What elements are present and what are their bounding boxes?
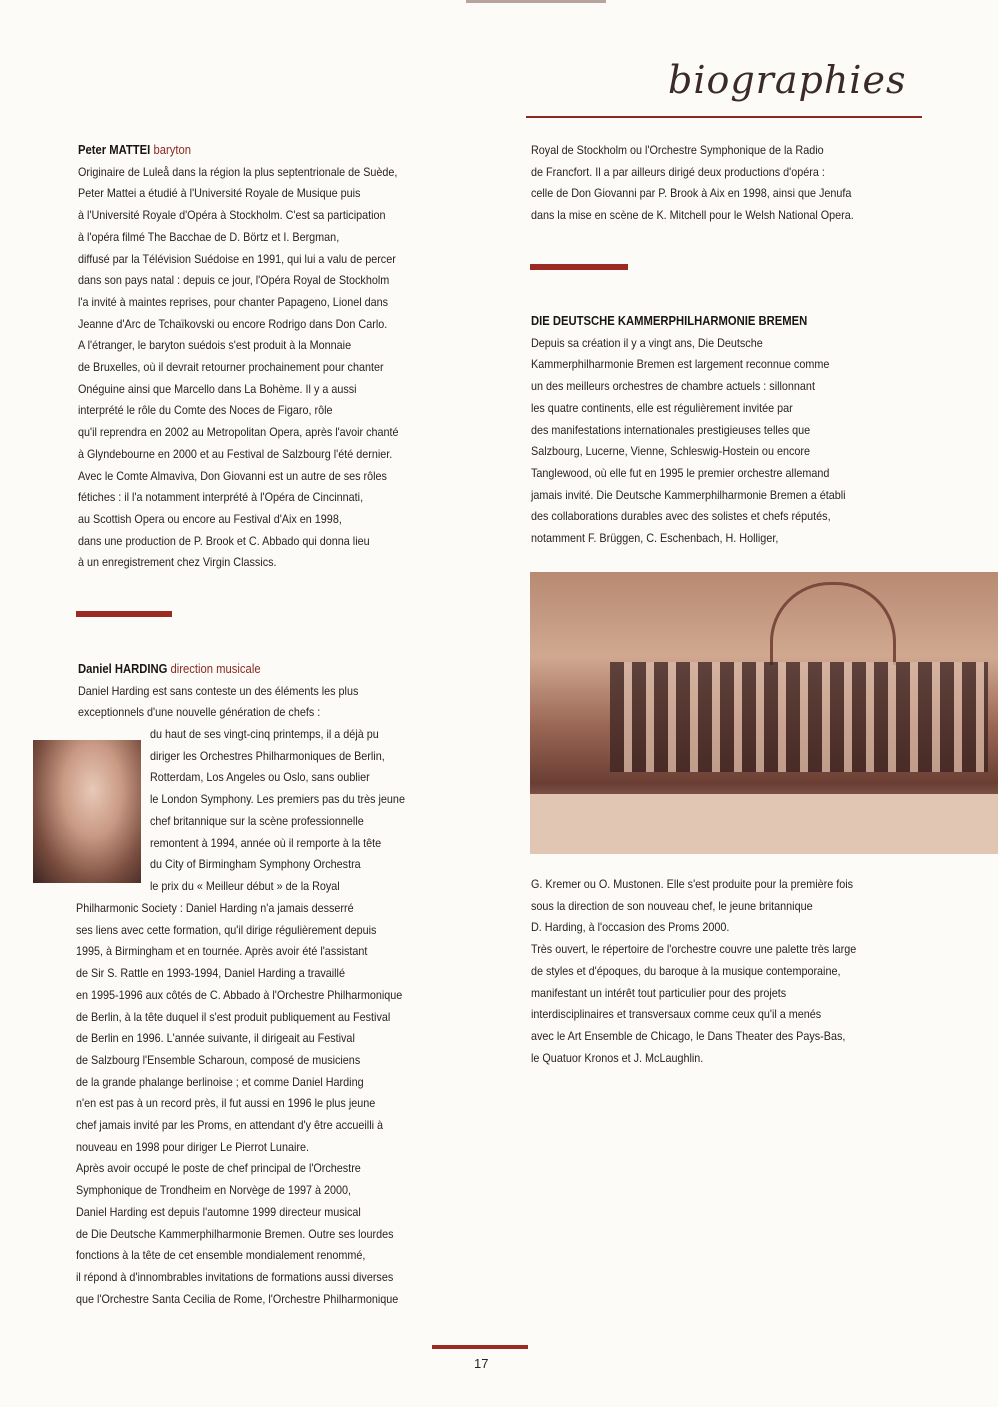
text-line: 1995, à Birmingham et en tournée. Après avoir été l'assistant xyxy=(76,944,368,959)
text-line: Avec le Comte Almaviva, Don Giovanni est un autre de ses rôles xyxy=(78,468,387,483)
text-line: celle de Don Giovanni par P. Brook à Aix en 1998, ainsi que Jenufa xyxy=(531,186,852,201)
text-line: de Berlin en 1996. L'année suivante, il dirigeait au Festival xyxy=(76,1031,355,1046)
text-line: Salzbourg, Lucerne, Vienne, Schleswig-Hostein ou encore xyxy=(531,444,810,459)
text-line: diffusé par la Télévision Suédoise en 1991, qui lui a valu de percer xyxy=(78,251,396,266)
text-line: Peter Mattei a étudié à l'Université Royale de Musique puis xyxy=(78,186,361,201)
text-line: Jeanne d'Arc de Tchaïkovski ou encore Rodrigo dans Don Carlo. xyxy=(78,316,388,331)
mattei-text xyxy=(78,162,434,574)
text-line: de Sir S. Rattle en 1993-1994, Daniel Harding a travaillé xyxy=(76,966,345,981)
text-line: interdisciplinaires et transversaux comme ceux qu'il a menés xyxy=(531,1007,822,1022)
harding-bio xyxy=(78,659,390,724)
text-line: Symphonique de Trondheim en Norvège de 1997 à 2000, xyxy=(76,1183,352,1198)
text-line: sous la direction de son nouveau chef, le jeune britannique xyxy=(531,898,813,913)
daniel-harding-portrait xyxy=(33,740,141,883)
text-line: de Francfort. Il a par ailleurs dirigé deux productions d'opéra : xyxy=(531,164,825,179)
text-line: à Glyndebourne en 2000 et au Festival de Salzbourg l'été dernier. xyxy=(78,446,393,461)
harding-heading xyxy=(78,659,358,681)
harding-role: direction musicale xyxy=(170,662,261,676)
text-line: de Bruxelles, où il devrait retourner prochainement pour chanter xyxy=(78,360,384,375)
text-line: il répond à d'innombrables invitations de formations aussi diverses xyxy=(76,1269,394,1284)
text-line: G. Kremer ou O. Mustonen. Elle s'est produite pour la première fois xyxy=(531,877,854,891)
text-line: Royal de Stockholm ou l'Orchestre Symphonique de la Radio xyxy=(531,143,824,157)
text-line: manifestant un intérêt tout particulier pour des projets xyxy=(531,985,787,1000)
text-line: de Berlin, à la tête duquel il s'est produit publiquement au Festival xyxy=(76,1009,391,1024)
text-line: que l'Orchestre Santa Cecilia de Rome, l'Orchestre Philharmonique xyxy=(76,1291,399,1306)
text-line: de styles et d'époques, du baroque à la musique contemporaine, xyxy=(531,963,841,978)
text-line: A l'étranger, le baryton suédois s'est produit à la Monnaie xyxy=(78,338,352,353)
text-line: dans une production de P. Brook et C. Abbado qui donna lieu xyxy=(78,533,370,548)
text-line: en 1995-1996 aux côtés de C. Abbado à l'Orchestre Philharmonique xyxy=(76,987,403,1002)
text-line: Originaire de Luleå dans la région la plus septentrionale de Suède, xyxy=(78,164,398,179)
text-line: de la grande phalange berlinoise ; et comme Daniel Harding xyxy=(76,1074,364,1089)
bremen-bio xyxy=(531,311,881,550)
text-line: dans la mise en scène de K. Mitchell pour le Welsh National Opera. xyxy=(531,208,854,223)
mattei-name: Peter MATTEI xyxy=(78,143,151,157)
text-line: Philharmonic Society : Daniel Harding n'a jamais desserré xyxy=(76,901,354,915)
text-line: le London Symphony. Les premiers pas du très jeune xyxy=(150,792,405,807)
text-line: interprété le rôle du Comte des Noces de Figaro, rôle xyxy=(78,403,333,418)
text-line: du City of Birmingham Symphony Orchestra xyxy=(150,857,361,872)
text-line: Daniel Harding est depuis l'automne 1999 directeur musical xyxy=(76,1204,361,1219)
mattei-bio xyxy=(78,140,434,574)
harding-continued xyxy=(531,140,890,227)
text-line: Après avoir occupé le poste de chef principal de l'Orchestre xyxy=(76,1161,361,1176)
text-line: ses liens avec cette formation, qu'il dirige régulièrement depuis xyxy=(76,922,377,937)
harding-text-rest xyxy=(76,898,439,1310)
text-line: Très ouvert, le répertoire de l'orchestre couvre une palette très large xyxy=(531,942,857,957)
section-divider xyxy=(76,611,172,617)
footer-rule xyxy=(432,1345,528,1349)
text-line: chef jamais invité par les Proms, en attendant d'y être accueilli à xyxy=(76,1118,384,1133)
harding-text-indented xyxy=(150,724,433,898)
section-divider xyxy=(530,264,628,270)
text-line: un des meilleurs orchestres de chambre actuels : sillonnant xyxy=(531,379,815,394)
text-line: le Quatuor Kronos et J. McLaughlin. xyxy=(531,1050,704,1065)
text-line: Depuis sa création il y a vingt ans, Die Deutsche xyxy=(531,335,763,350)
text-line: exceptionnels d'une nouvelle génération de chefs : xyxy=(78,705,321,720)
text-line: remontent à 1994, année où il remporte à la tête xyxy=(150,835,382,850)
text-line: à un enregistrement chez Virgin Classics. xyxy=(78,555,277,570)
text-line: n'en est pas à un record près, il fut aussi en 1996 le plus jeune xyxy=(76,1096,376,1111)
text-line: dans son pays natal : depuis ce jour, l'Opéra Royal de Stockholm xyxy=(78,273,390,288)
mattei-heading xyxy=(78,140,399,162)
text-line: diriger les Orchestres Philharmoniques de Berlin, xyxy=(150,748,385,763)
header-rule xyxy=(526,116,922,118)
text-line: fétiches : il l'a notamment interprété à l'Opéra de Cincinnati, xyxy=(78,490,364,505)
text-line: au Scottish Opera ou encore au Festival d'Aix en 1998, xyxy=(78,511,342,526)
text-line: avec le Art Ensemble de Chicago, le Dans Theater des Pays-Bas, xyxy=(531,1028,846,1043)
text-line: chef britannique sur la scène professionnelle xyxy=(150,813,364,828)
page-number: 17 xyxy=(474,1356,489,1371)
text-line: Daniel Harding est sans conteste un des éléments les plus xyxy=(78,683,359,698)
text-line: l'a invité à maintes reprises, pour chanter Papageno, Lionel dans xyxy=(78,294,389,309)
text-line: notamment F. Brüggen, C. Eschenbach, H. Holliger, xyxy=(531,531,779,546)
text-line: Tanglewood, où elle fut en 1995 le premier orchestre allemand xyxy=(531,465,830,480)
text-line: des manifestations internationales prestigieuses telles que xyxy=(531,422,811,437)
section-title: biographies xyxy=(668,58,907,102)
text-line: les quatre continents, elle est régulièrement invitée par xyxy=(531,400,793,415)
text-line: à l'Université Royale d'Opéra à Stockholm. C'est sa participation xyxy=(78,208,386,223)
text-line: Rotterdam, Los Angeles ou Oslo, sans oublier xyxy=(150,770,370,785)
text-line: fonctions à la tête de cet ensemble mondialement renommé, xyxy=(76,1248,366,1263)
text-line: de Die Deutsche Kammerphilharmonie Bremen. Outre ses lourdes xyxy=(76,1226,394,1241)
text-line: jamais invité. Die Deutsche Kammerphilharmonie Bremen a établi xyxy=(531,487,846,502)
text-line: D. Harding, à l'occasion des Proms 2000. xyxy=(531,920,730,935)
text-line: des collaborations durables avec des solistes et chefs réputés, xyxy=(531,509,831,524)
text-line: de Salzbourg l'Ensemble Scharoun, composé de musiciens xyxy=(76,1052,361,1067)
text-line: du haut de ses vingt-cinq printemps, il a déjà pu xyxy=(150,727,379,741)
bremen-text-continued xyxy=(531,874,892,1069)
text-line: le prix du « Meilleur début » de la Royal xyxy=(150,878,340,893)
text-line: qu'il reprendra en 2002 au Metropolitan Opera, après l'avoir chanté xyxy=(78,425,399,440)
harding-text-intro xyxy=(78,681,390,724)
text-line: nouveau en 1998 pour diriger Le Pierrot Lunaire. xyxy=(76,1139,309,1154)
text-line: Kammerphilharmonie Bremen est largement reconnue comme xyxy=(531,357,830,372)
bremen-text xyxy=(531,333,881,550)
text-line: à l'opéra filmé The Bacchae de D. Börtz et I. Bergman, xyxy=(78,229,340,244)
orchestra-photo xyxy=(530,572,998,854)
text-line: Onéguine ainsi que Marcello dans La Bohème. Il y a aussi xyxy=(78,381,357,396)
harding-name: Daniel HARDING xyxy=(78,662,168,676)
mattei-role: baryton xyxy=(153,143,191,157)
top-decorative-rule xyxy=(466,0,606,3)
bremen-heading: DIE DEUTSCHE KAMMERPHILHARMONIE BREMEN xyxy=(531,314,808,328)
